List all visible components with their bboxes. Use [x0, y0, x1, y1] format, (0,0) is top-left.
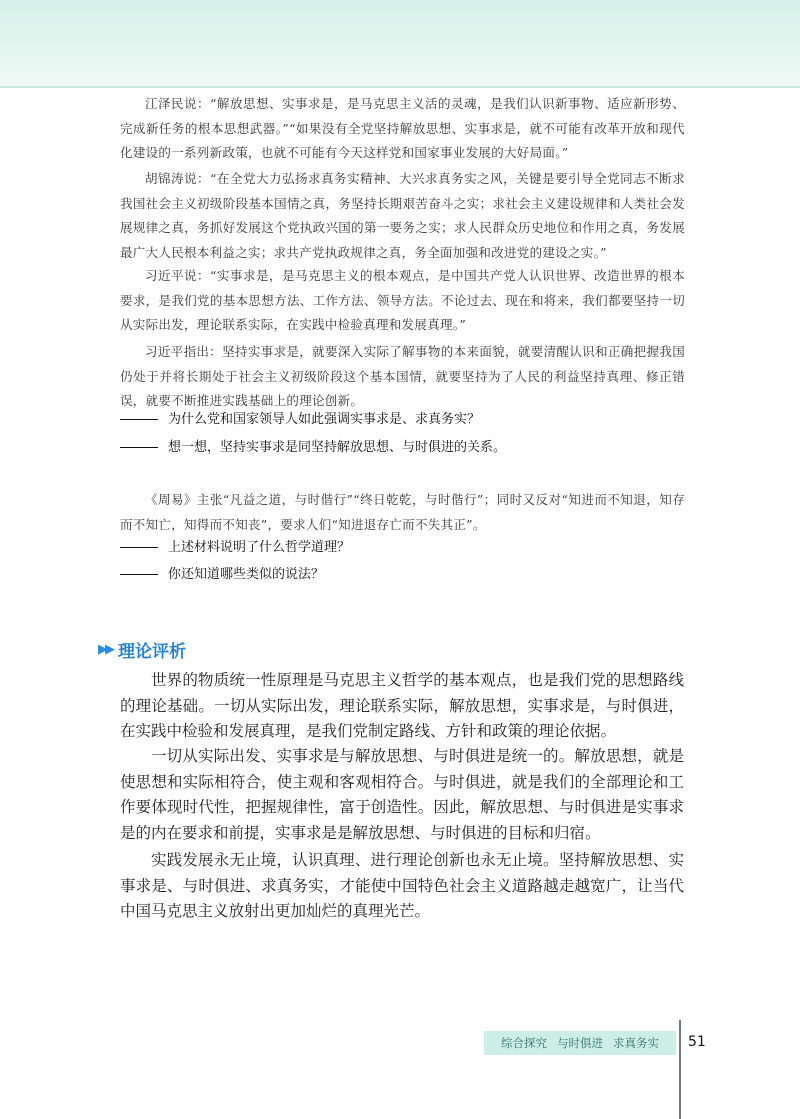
footer-chapter-tab	[484, 1031, 676, 1055]
question-item: 为什么党和国家领导人如此强调实事求是、求真务实？	[120, 410, 680, 430]
quote-jiang-zemin: 江泽民说：“解放思想、实事求是，是马克思主义活的灵魂，是我们认识新事物、适应新形势、完成新任务的根本思想武器。”“如果没有全党坚持解放思想、实事求是，就不可能有改革开放和现代化建设的一系列新政策，也就不可能有今天这样党和国家事业发展的大好局面。”	[120, 96, 685, 160]
quote-zhouyi: 《周易》主张“凡益之道，与时偕行”“终日乾乾，与时偕行”；同时又反对“知进而不知退，知存而不知亡，知得而不知丧”，要求人们“知进退存亡而不失其正”。	[120, 492, 685, 532]
analysis-paragraph: 世界的物质统一性原理是马克思主义哲学的基本观点，也是我们党的思想路线的理论基础。一切从实际出发，理论联系实际，解放思想，实事求是，与时俱进，在实践中检验和发展真理，是我们党制定路线、方针和政策的理论依据。	[120, 671, 684, 740]
footer-unit: 综合探究	[501, 1036, 547, 1050]
dash-icon	[120, 574, 158, 576]
quote-xi-jinping-2: 习近平指出：坚持实事求是，就要深入实际了解事物的本来面貌，就要清醒认识和正确把握我国仍处于并将长期处于社会主义初级阶段这个基本国情，就要坚持为了人民的利益坚持真理、修正错误，就要不断推进实践基础上的理论创新。	[120, 344, 685, 408]
double-arrow-icon: ▶▶	[98, 642, 112, 657]
dash-icon	[120, 419, 158, 421]
question-item: 你还知道哪些类似的说法？	[120, 565, 680, 585]
section-heading	[98, 637, 186, 662]
section-title: 理论评析	[118, 642, 186, 662]
quote-hu-jintao: 胡锦涛说：“在全党大力弘扬求真务实精神、大兴求真务实之风，关键是要引导全党同志不断求我国社会主义初级阶段基本国情之真，务坚持长期艰苦奋斗之实；求社会主义建设规律和人类社会发展规律之真，务抓好发展这个党执政兴国的第一要务之实；求人民群众历史地位和作用之真，务发展最广大人民根本利益之实；求共产党执政规律之真，务全面加强和改进党的建设之实。”	[120, 171, 685, 260]
dash-icon	[120, 447, 158, 449]
quote-xi-jinping-1: 习近平说：“实事求是，是马克思主义的根本观点，是中国共产党人认识世界、改造世界的根本要求，是我们党的基本思想方法、工作方法、领导方法。不论过去、现在和将来，我们都要坚持一切从实际出发，理论联系实际，在实践中检验真理和发展真理。”	[120, 268, 685, 332]
header-divider	[0, 86, 800, 88]
question-item: 上述材料说明了什么哲学道理？	[120, 538, 680, 558]
analysis-paragraph: 一切从实际出发、实事求是与解放思想、与时俱进是统一的。解放思想，就是使思想和实际相符合，使主观和客观相符合。与时俱进，就是我们的全部理论和工作要体现时代性，把握规律性，富于创造性。因此，解放思想、与时俱进是实事求是的内在要求和前提，实事求是是解放思想、与时俱进的目标和归宿。	[120, 747, 684, 842]
question-item: 想一想，坚持实事求是同坚持解放思想、与时俱进的关系。	[120, 438, 680, 458]
footer-divider	[679, 1020, 681, 1119]
header-band	[0, 0, 800, 88]
footer-topic-b: 求真务实	[613, 1036, 659, 1050]
footer-topic-a: 与时俱进	[557, 1036, 603, 1050]
dash-icon	[120, 547, 158, 549]
page-number: 51	[688, 1034, 706, 1050]
analysis-paragraph: 实践发展永无止境，认识真理、进行理论创新也永无止境。坚持解放思想、实事求是、与时俱进、求真务实，才能使中国特色社会主义道路越走越宽广，让当代中国马克思主义放射出更加灿烂的真理光芒。	[120, 851, 684, 920]
